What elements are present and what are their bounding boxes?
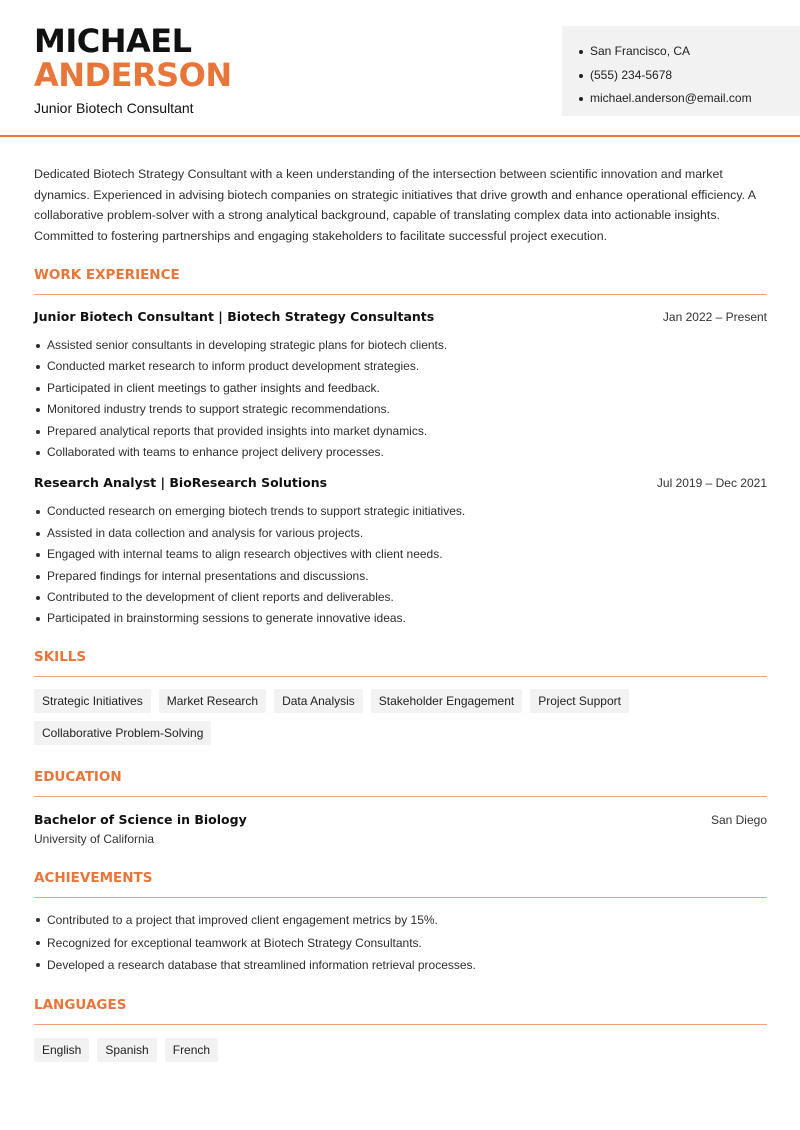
list-item: Contributed to the development of client reports and deliverables. — [34, 587, 767, 608]
education-entry — [34, 812, 767, 846]
skill-tag: Stakeholder Engagement — [371, 689, 522, 713]
list-item: Engaged with internal teams to align research objectives with client needs. — [34, 544, 767, 565]
education-header — [34, 812, 767, 832]
section-heading — [34, 647, 767, 677]
last-name: ANDERSON — [34, 56, 232, 94]
job-entry — [34, 309, 767, 463]
contact-location: San Francisco, CA — [578, 40, 800, 64]
job-header — [34, 309, 767, 335]
skill-tag: Project Support — [530, 689, 629, 713]
languages-section — [34, 995, 767, 1062]
language-tag: French — [165, 1038, 218, 1062]
skill-tag: Strategic Initiatives — [34, 689, 151, 713]
list-item: Contributed to a project that improved client engagement metrics by 15%. — [34, 909, 767, 932]
job-title: Junior Biotech Consultant — [34, 100, 194, 116]
section-title: SKILLS — [34, 649, 87, 665]
education-section — [34, 767, 767, 846]
section-title: WORK EXPERIENCE — [34, 267, 180, 283]
candidate-name — [34, 24, 232, 92]
achievements-section — [34, 868, 767, 977]
job-date: Jan 2022 – Present — [662, 310, 767, 324]
section-title: ACHIEVEMENTS — [34, 870, 153, 886]
resume-header — [0, 0, 800, 137]
education-location: San Diego — [710, 813, 767, 827]
job-header — [34, 475, 767, 501]
list-item: Monitored industry trends to support strategic recommendations. — [34, 399, 767, 420]
job-bullets — [34, 501, 767, 629]
list-item: Prepared analytical reports that provided insights into market dynamics. — [34, 421, 767, 442]
skill-tag: Data Analysis — [274, 689, 363, 713]
language-tag: English — [34, 1038, 89, 1062]
list-item: Participated in client meetings to gather insights and feedback. — [34, 378, 767, 399]
language-tag: Spanish — [97, 1038, 156, 1062]
achievements-list — [34, 909, 767, 977]
skills-section — [34, 647, 767, 745]
section-heading — [34, 767, 767, 797]
list-item: Conducted research on emerging biotech trends to support strategic initiatives. — [34, 501, 767, 522]
list-item: Collaborated with teams to enhance project delivery processes. — [34, 442, 767, 463]
skills-tags — [34, 689, 767, 745]
section-title: EDUCATION — [34, 769, 122, 785]
list-item: Assisted in data collection and analysis for various projects. — [34, 523, 767, 544]
skill-tag: Collaborative Problem-Solving — [34, 721, 211, 745]
list-item: Conducted market research to inform product development strategies. — [34, 356, 767, 377]
school: University of California — [34, 832, 155, 846]
language-tags — [34, 1038, 767, 1062]
list-item: Assisted senior consultants in developing strategic plans for biotech clients. — [34, 335, 767, 356]
section-heading — [34, 265, 767, 295]
list-item: Prepared findings for internal presentations and discussions. — [34, 566, 767, 587]
list-item: Developed a research database that streamlined information retrieval processes. — [34, 954, 767, 977]
list-item: Recognized for exceptional teamwork at Biotech Strategy Consultants. — [34, 932, 767, 955]
section-title: LANGUAGES — [34, 997, 127, 1013]
contact-phone: (555) 234-5678 — [578, 64, 800, 88]
section-heading — [34, 868, 767, 898]
contact-box — [562, 26, 800, 116]
job-date: Jul 2019 – Dec 2021 — [656, 476, 767, 491]
job-bullets — [34, 335, 767, 463]
first-name: MICHAEL — [34, 22, 192, 60]
job-role: Junior Biotech Consultant | Biotech Strategy Consultants — [34, 309, 435, 324]
profile-summary: Dedicated Biotech Strategy Consultant with a keen understanding of the intersection between scientific innovation and market dynamics. Experienced in advising biotech companies on strategic initiatives that drive growth and enhance operational efficiency. A collaborative problem-solver with a strong analytical background, capable of translating complex data into actionable insights. Committed to fostering partnerships and engaging stakeholders to facilitate successful project execution. — [34, 167, 756, 243]
degree: Bachelor of Science in Biology — [34, 812, 247, 827]
contact-email[interactable]: michael.anderson@email.com — [578, 87, 800, 111]
skill-tag: Market Research — [159, 689, 266, 713]
list-item: Participated in brainstorming sessions to generate innovative ideas. — [34, 608, 767, 629]
work-experience-section — [34, 265, 767, 630]
job-entry — [34, 475, 767, 629]
job-role: Research Analyst | BioResearch Solutions — [34, 475, 328, 491]
section-heading — [34, 995, 767, 1025]
